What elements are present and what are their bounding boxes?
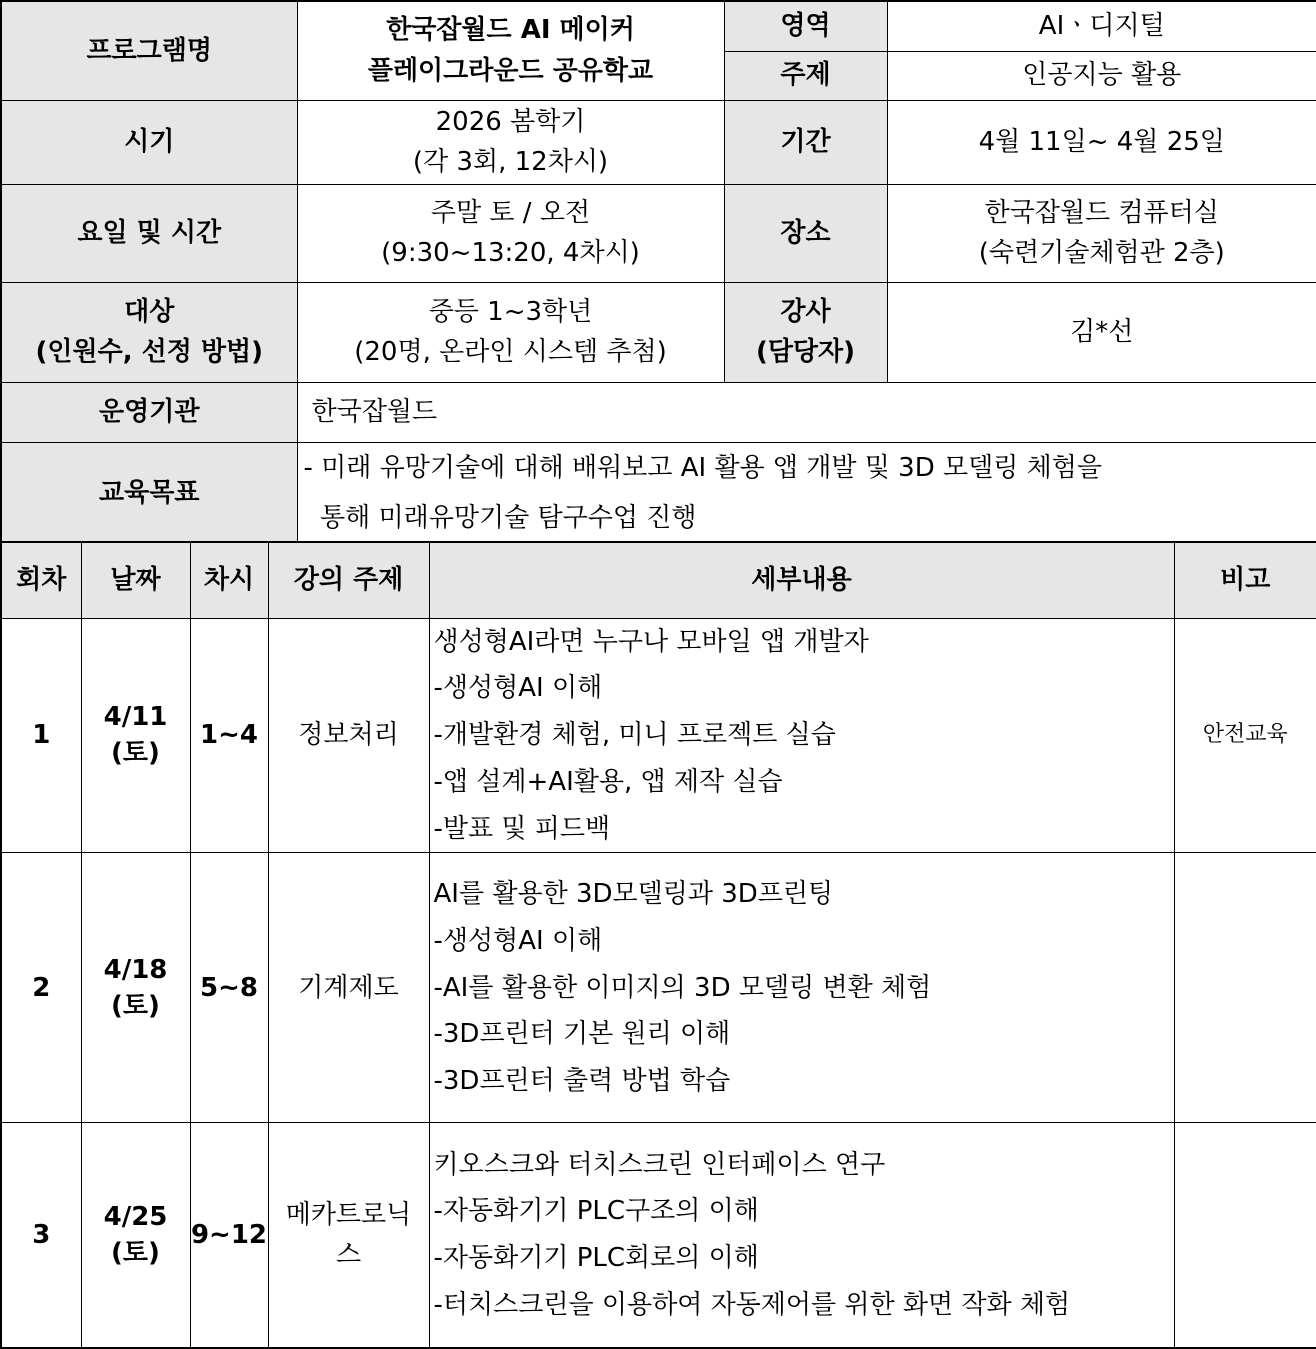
- header-session: 회차: [1, 542, 81, 618]
- row-note: [1174, 1123, 1316, 1348]
- row-date: 4/18 (토): [81, 853, 190, 1123]
- table-row: [1, 618, 1316, 853]
- instructor-value: 김*선: [887, 282, 1316, 382]
- goal-value: - 미래 유망기술에 대해 배워보고 AI 활용 앱 개발 및 3D 모델링 체험을 통해 미래유망기술 탐구수업 진행: [297, 442, 1316, 545]
- target-value: 중등 1~3학년 (20명, 온라인 시스템 추첨): [297, 282, 724, 382]
- table-row: [1, 853, 1316, 1123]
- row-details: AI를 활용한 3D모델링과 3D프린팅 -생성형AI 이해 -AI를 활용한 이미지의 3D 모델링 변환 체험 -3D프린터 기본 원리 이해 -3D프린터 출력 방법 학습: [429, 853, 1174, 1123]
- org-value: 한국잡월드: [297, 382, 1316, 442]
- row-date: 4/25 (토): [81, 1123, 190, 1348]
- row-hours: 1~4: [190, 618, 268, 853]
- place-label: 장소: [724, 184, 887, 282]
- subject-label: 주제: [724, 51, 887, 100]
- target-label: 대상 (인원수, 선정 방법): [1, 282, 297, 382]
- row-date: 4/11 (토): [81, 618, 190, 853]
- schedule-table: [0, 541, 1316, 1349]
- period-label: 기간: [724, 100, 887, 184]
- period-value: 4월 11일~ 4월 25일: [887, 100, 1316, 184]
- row-details: 키오스크와 터치스크린 인터페이스 연구 -자동화기기 PLC구조의 이해 -자동화기기 PLC회로의 이해 -터치스크린을 이용하여 자동제어를 위한 화면 작화 체험: [429, 1123, 1174, 1348]
- row-details: 생성형AI라면 누구나 모바일 앱 개발자 -생성형AI 이해 -개발환경 체험, 미니 프로젝트 실습 -앱 설계+AI활용, 앱 제작 실습 -발표 및 피드백: [429, 618, 1174, 853]
- season-value: 2026 봄학기 (각 3회, 12차시): [297, 100, 724, 184]
- header-details: 세부내용: [429, 542, 1174, 618]
- program-name-label: 프로그램명: [1, 1, 297, 100]
- area-value: AIㆍ디지털: [887, 1, 1316, 51]
- row-session: 3: [1, 1123, 81, 1348]
- row-topic: 정보처리: [268, 618, 429, 853]
- row-note: [1174, 853, 1316, 1123]
- program-info-table: [0, 0, 1316, 546]
- header-note: 비고: [1174, 542, 1316, 618]
- header-hours: 차시: [190, 542, 268, 618]
- row-hours: 9~12: [190, 1123, 268, 1348]
- row-session: 1: [1, 618, 81, 853]
- subject-value: 인공지능 활용: [887, 51, 1316, 100]
- area-label: 영역: [724, 1, 887, 51]
- row-topic: 기계제도: [268, 853, 429, 1123]
- header-topic: 강의 주제: [268, 542, 429, 618]
- season-label: 시기: [1, 100, 297, 184]
- program-name-value: 한국잡월드 AI 메이커 플레이그라운드 공유학교: [297, 1, 724, 100]
- row-hours: 5~8: [190, 853, 268, 1123]
- row-session: 2: [1, 853, 81, 1123]
- row-note: 안전교육: [1174, 618, 1316, 853]
- table-row: [1, 1123, 1316, 1348]
- day-time-label: 요일 및 시간: [1, 184, 297, 282]
- goal-label: 교육목표: [1, 442, 297, 545]
- org-label: 운영기관: [1, 382, 297, 442]
- day-time-value: 주말 토 / 오전 (9:30~13:20, 4차시): [297, 184, 724, 282]
- row-topic: 메카트로닉 스: [268, 1123, 429, 1348]
- header-date: 날짜: [81, 542, 190, 618]
- place-value: 한국잡월드 컴퓨터실 (숙련기술체험관 2층): [887, 184, 1316, 282]
- instructor-label: 강사 (담당자): [724, 282, 887, 382]
